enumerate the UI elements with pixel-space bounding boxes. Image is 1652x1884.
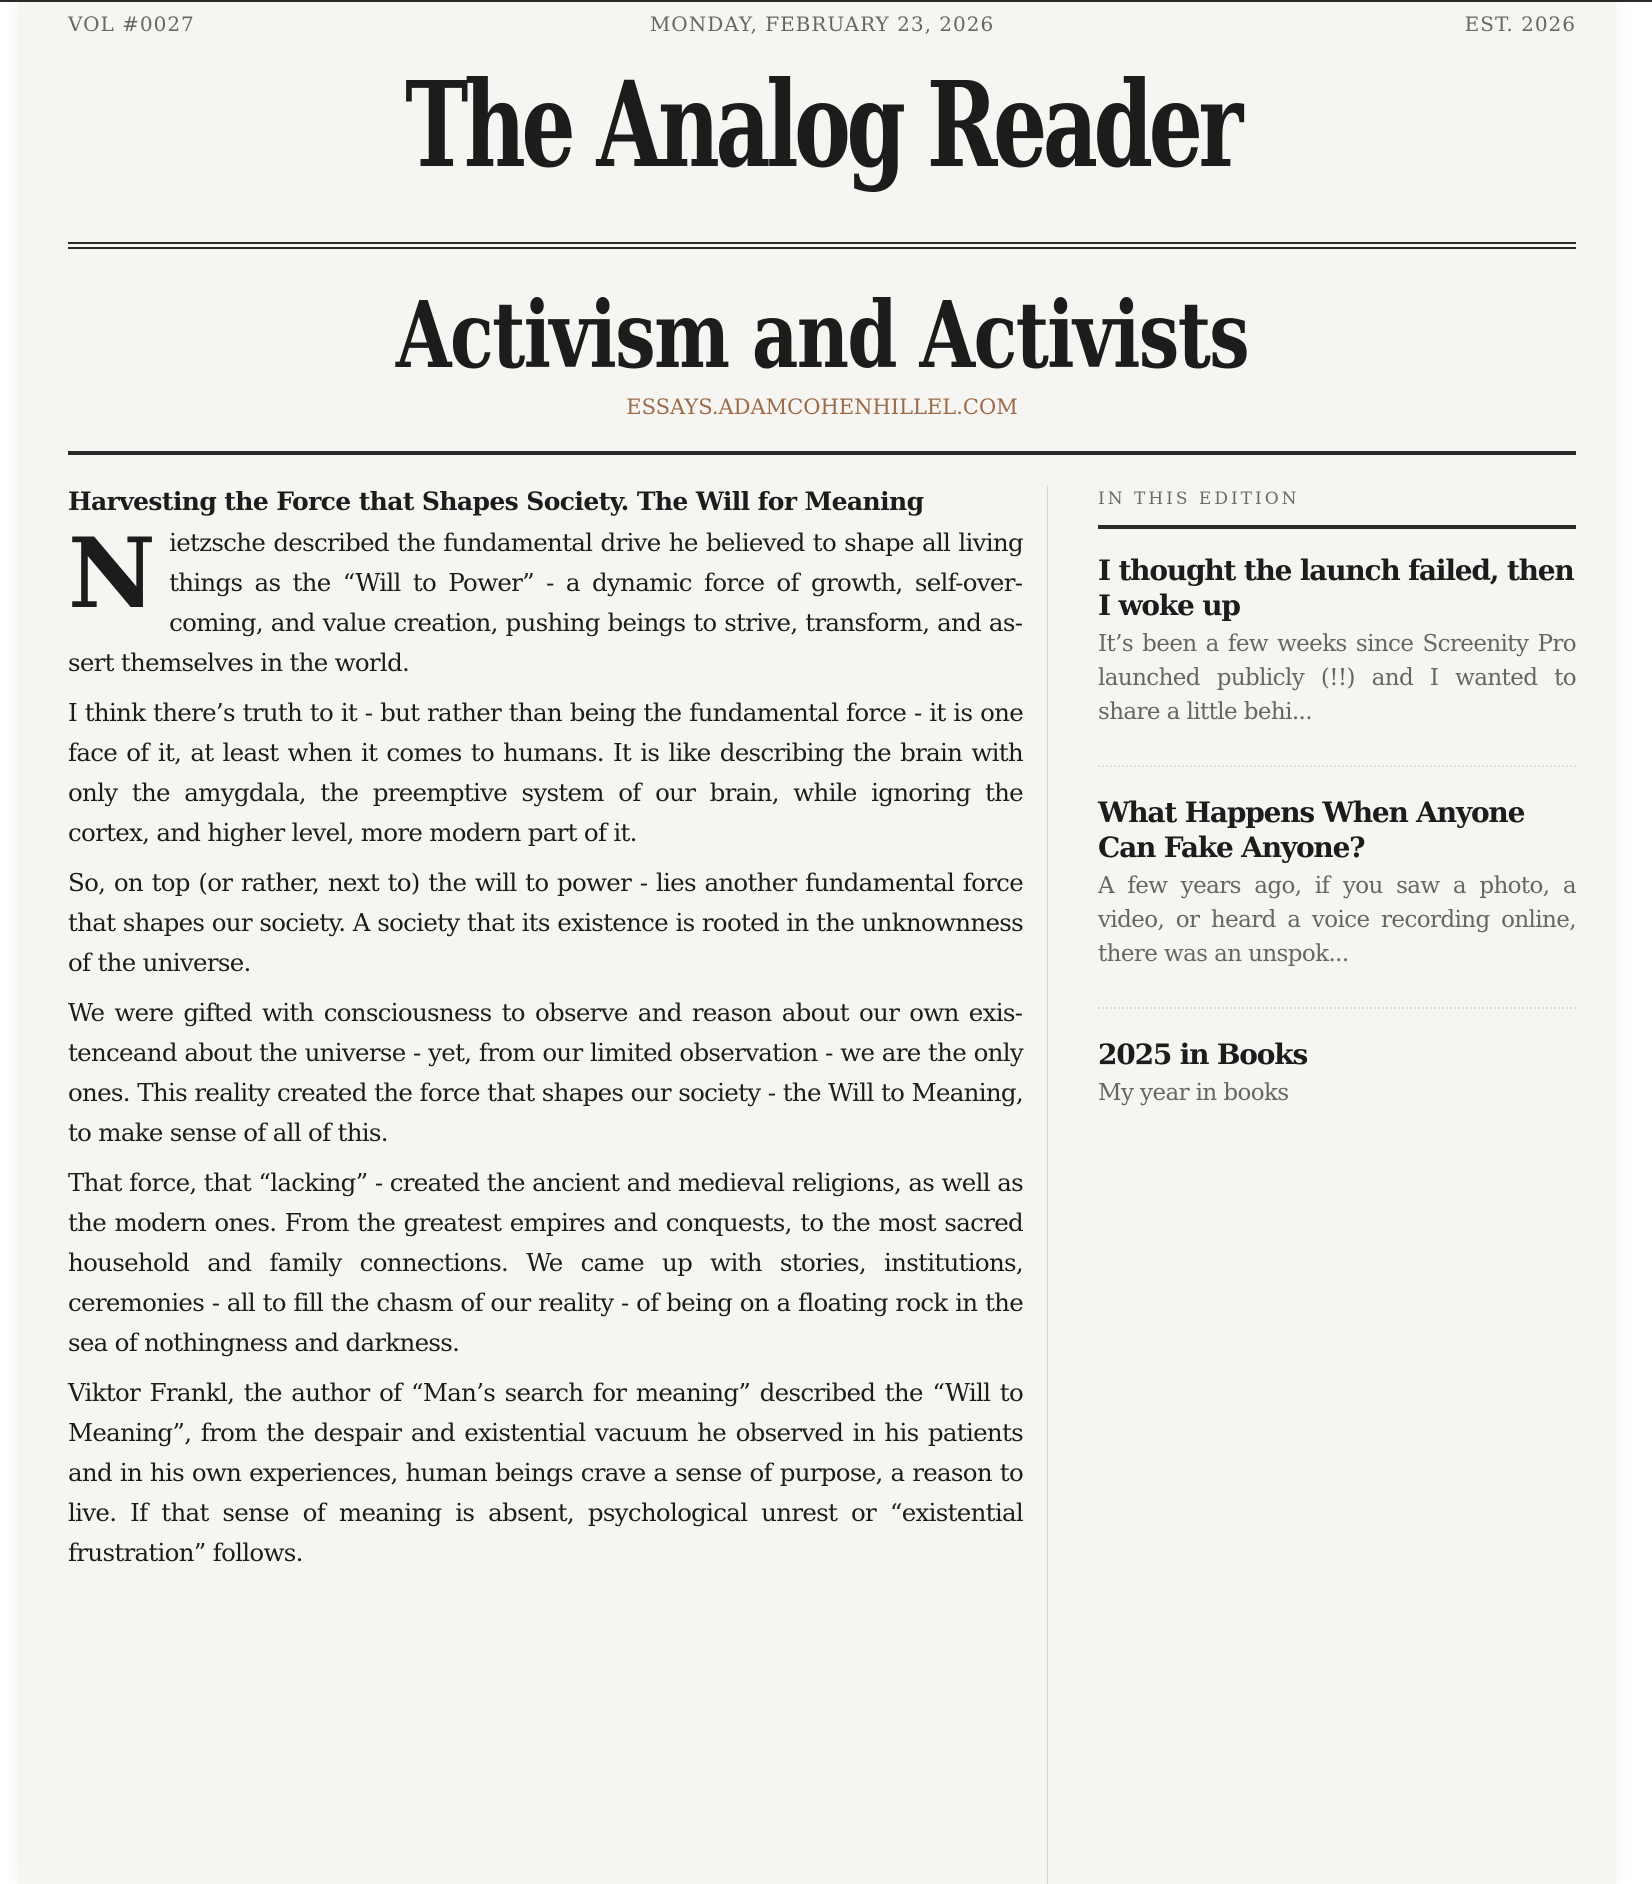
masthead-double-rule [68,242,1576,249]
edition-item-title[interactable]: What Happens When Anyone Can Fake Anyone? [1098,796,1525,864]
edition-item[interactable] [1098,1037,1576,1110]
article-paragraph: That force, that “lacking” - created the ancient and medieval religions, as well as the modern ones. From the greatest empires and conquests, to the most sacred household and family connections. We came up with stories, institutions, ceremonies - all to fill the chasm of our reality - of being on a floating rock in the sea of nothingness and darkness. [68,1168,1023,1357]
drop-cap: N [68,517,156,630]
established-year: EST. 2026 [1464,12,1576,36]
top-bar [68,12,1576,42]
edition-title: Activism and Activists [395,281,1249,389]
page-content [68,2,1576,1884]
newspaper-page [18,2,1616,1884]
edition-item-excerpt: A few years ago, if you saw a photo, a video, or heard a voice recording online, there was an unspok... [1098,873,1576,967]
article-paragraph [68,517,1023,683]
edition-item[interactable] [1098,795,1576,971]
dotted-separator [1098,1007,1576,1009]
edition-item[interactable] [1098,553,1576,729]
article-paragraph-text: ietzsche described the fundamental drive he believed to shape all living things as the “Will to Power” - a dynamic force of growth, self-overcoming, and value creation, pushing beings to strive, transform, and assert themselves in the world. [68,528,1023,677]
edition-sidebar [1098,489,1576,1110]
issue-date: MONDAY, FEBRUARY 23, 2026 [649,12,995,36]
main-article [68,484,1023,1583]
edition-item-excerpt: My year in books [1098,1080,1289,1106]
article-paragraph: I think there’s truth to it - but rather than being the fundamental force - it is one face of it, at least when it comes to humans. It is like describing the brain with only the amygdala, the preemptive system of our brain, while ignoring the cortex, and higher level, more modern part of it. [68,698,1023,847]
article-paragraph: We were gifted with consciousness to observe and reason about our own existenceand about the universe - yet, from our limited observation - we are the only ones. This reality created the force that shapes our society - the Will to Meaning, to make sense of all of this. [68,998,1023,1147]
article-paragraph: Viktor Frankl, the author of “Man’s search for meaning” described the “Will to Meaning”, from the despair and existential vacuum he observed in his patients and in his own experiences, human beings crave a sense of purpose, a reason to live. If that sense of meaning is absent, psychological unrest or “existential frustration” follows. [68,1378,1023,1567]
edition-item-title[interactable]: 2025 in Books [1098,1038,1308,1071]
masthead-title: The Analog Reader [405,55,1239,194]
article-heading: Harvesting the Force that Shapes Society. The Will for Meaning [68,487,924,516]
sidebar-label: IN THIS EDITION [1098,489,1300,509]
sidebar-rule [1098,525,1576,529]
edition-item-title[interactable]: I thought the launch failed, then I woke up [1098,554,1574,622]
section-rule [68,451,1576,455]
volume-number: VOL #0027 [68,12,195,36]
site-link[interactable]: ESSAYS.ADAMCOHENHILLEL.COM [626,395,1018,419]
column-divider [1047,485,1048,1884]
article-paragraph: So, on top (or rather, next to) the will to power - lies another fundamental force that shapes our society. A society that its existence is rooted in the unknownness of the universe. [68,868,1023,977]
dotted-separator [1098,765,1576,767]
edition-item-excerpt: It’s been a few weeks since Screenity Pro launched publicly (!!) and I wanted to share a little behi... [1098,631,1576,725]
